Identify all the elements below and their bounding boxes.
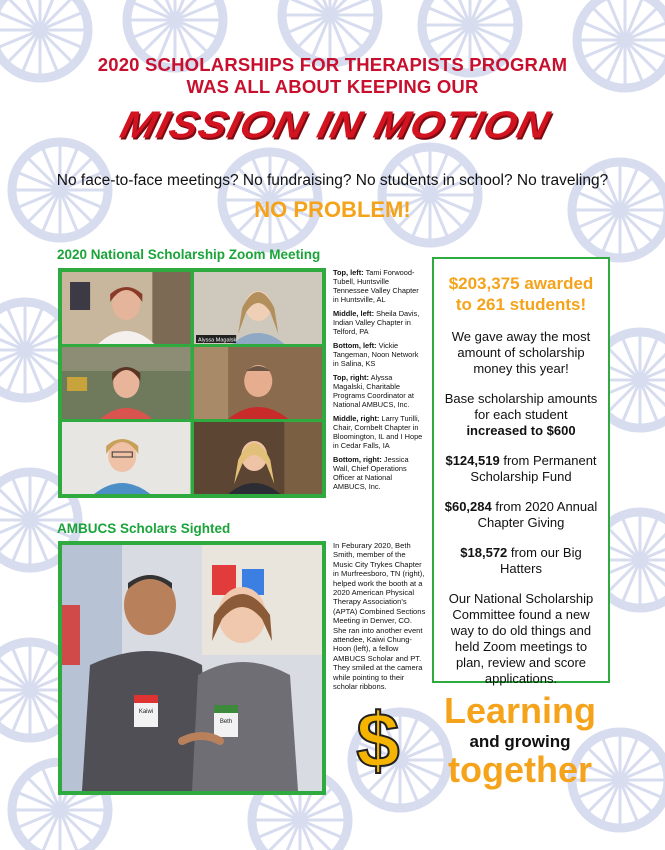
- caption-bottom-right: Bottom, right: Jessica Wall, Chief Operations Officer at National AMBUCS, Inc.: [333, 455, 409, 491]
- caption-bottom-left: Bottom, left: Vickie Tangeman, Noon Network in Salina, KS: [333, 341, 419, 368]
- intro-questions: No face-to-face meetings? No fundraising? No students in school? No traveling?: [56, 172, 609, 189]
- stats-box: [432, 257, 610, 686]
- zoom-tile-middle-right: [194, 347, 323, 419]
- awarded-headline: $203,375 awarded to 261 students!: [448, 274, 594, 314]
- base-scholarship-text: Base scholarship amounts for each student increased to $600: [444, 391, 598, 438]
- zoom-tile-bottom-right: [194, 422, 323, 494]
- headline-line-2: WAS ALL ABOUT KEEPING OUR: [186, 76, 479, 97]
- zoom-tile-top-right: [194, 272, 323, 344]
- badge-left-name: Kaiwi: [138, 709, 154, 715]
- caption-middle-left: Middle, left: Sheila Davis, Indian Valley Chapter in Telford, PA: [333, 309, 420, 336]
- badge-right-name: Beth: [219, 719, 233, 725]
- big-hatters-text: $18,572 from our Big Hatters: [460, 545, 582, 576]
- scholars-section-title: AMBUCS Scholars Sighted: [57, 521, 231, 536]
- scholars-caption: In Feburary 2020, Beth Smith, member of the Music City Trykes Chapter in Murfreesboro, TN (right), helped work the booth at a 2020 American Physical Therapy Association's (APTA) Combined Sections Meeting in Denver, CO. She ran into another event attendee, Kaiwi Chung-Hoon (left), a fellow AMBUCS Scholar and PT. They smiled at the camera while pointing to their scholar ribbons.: [333, 541, 426, 692]
- zoom-name-tag: Alyssa Magalski: [197, 337, 238, 344]
- dollar-sign-icon: $: [356, 696, 400, 784]
- permanent-fund-text: $124,519 from Permanent Scholarship Fund: [445, 453, 597, 484]
- zoom-captions: [333, 268, 425, 496]
- no-problem-text: NO PROBLEM!: [254, 197, 411, 222]
- caption-middle-right: Middle, right: Larry Turilli, Chair, Cornbelt Chapter in Bloomington, IL and I Hope in Cedar Falls, IA: [333, 414, 423, 450]
- gave-away-text: We gave away the most amount of scholarship money this year!: [451, 329, 591, 376]
- together-text: together: [448, 749, 592, 790]
- caption-top-left: Top, left: Tami Forwood-Tubell, Huntsville Tennessee Valley Chapter in Huntsville, AL: [333, 268, 419, 304]
- zoom-meeting-photo: [58, 268, 326, 498]
- scholars-photo: [58, 541, 326, 795]
- zoom-tile-bottom-left: [62, 422, 191, 494]
- caption-top-right: Top, right: Alyssa Magalski, Charitable Programs Coordinator at National AMBUCS, Inc.: [333, 373, 414, 409]
- mission-in-motion-logo: MISSION IN MOTION: [116, 103, 555, 146]
- committee-text: Our National Scholarship Committee found a new way to do old things and held Zoom meetings to plan, review and score applications.: [448, 591, 594, 686]
- learning-text: Learning: [443, 690, 596, 731]
- zoom-tile-top-left: [62, 272, 191, 344]
- annual-giving-text: $60,284 from 2020 Annual Chapter Giving: [444, 499, 598, 530]
- headline-line-1: 2020 SCHOLARSHIPS FOR THERAPISTS PROGRAM: [97, 54, 568, 75]
- and-growing-text: and growing: [469, 732, 571, 751]
- zoom-section-title: 2020 National Scholarship Zoom Meeting: [57, 247, 321, 262]
- zoom-tile-middle-left: [62, 347, 191, 419]
